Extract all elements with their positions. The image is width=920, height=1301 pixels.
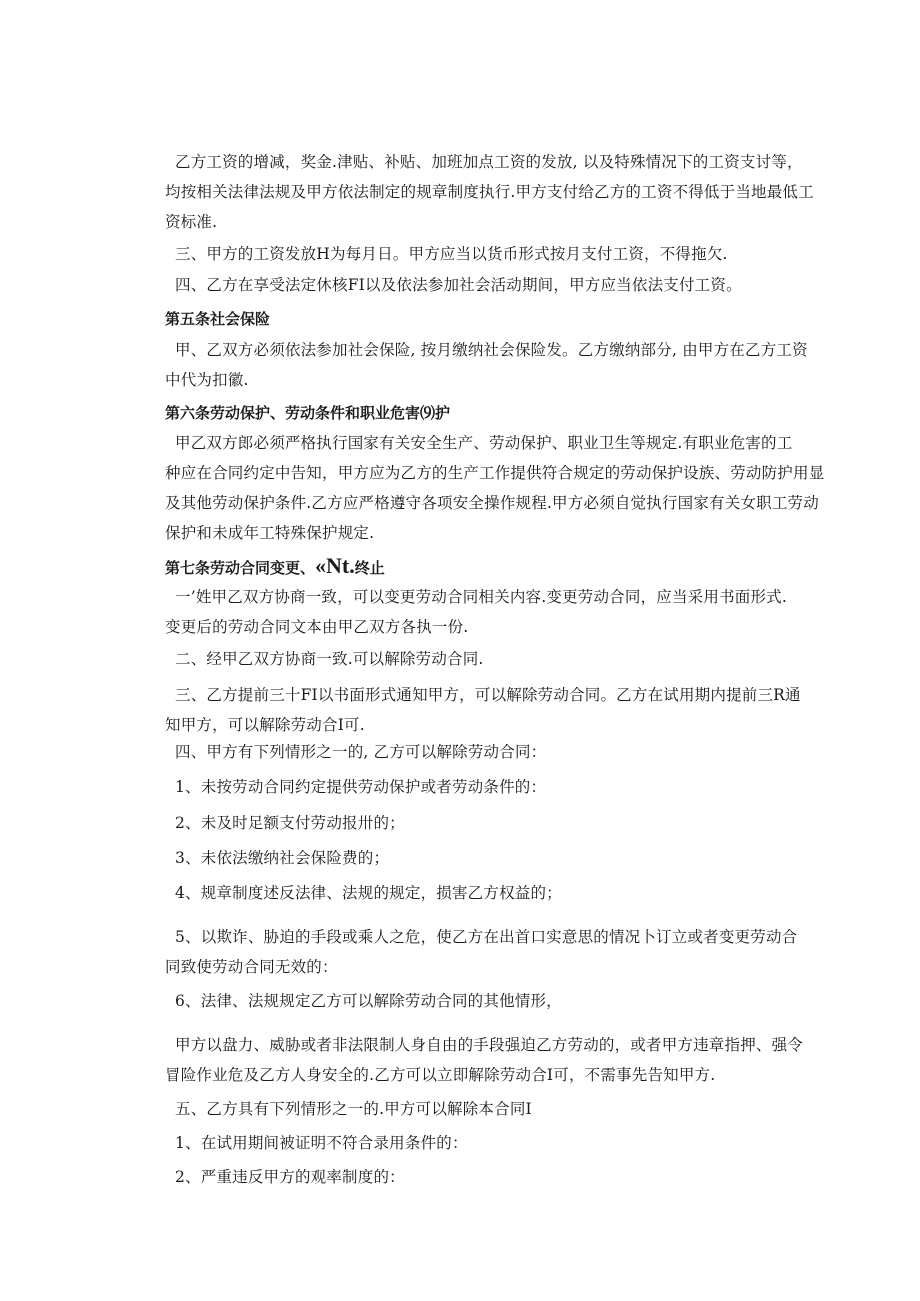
list-item [175, 878, 787, 908]
heading-text: 终止 [354, 559, 385, 577]
paragraph-notice-termination [165, 680, 801, 740]
text-line: 变更后的劳动合同文本由甲乙双方各执一份. [165, 618, 469, 636]
text-line: 5、以欺诈、胁迫的手段或乘人之危，使乙方在出首口实意思的情况卜订立或者变更劳动合 [175, 928, 798, 946]
heading-text: 第七条劳动合同变更、 [165, 559, 316, 577]
text-line: 甲方以盘力、威胁或者非法限制人身自由的手段强迫乙方劳动的，或者甲方违章指押、强令 [175, 1036, 804, 1054]
text-line: 甲、乙双方必须依法参加社会保险, 按月缴纳社会保险发。乙方缴纳部分, 由甲方在乙方工资 [175, 341, 808, 359]
text-line: 乙方工资的增减，奖金.津贴、补贴、加班加点工资的发放, 以及特殊情况下的工资支讨等， [175, 153, 803, 171]
paragraph-contract-change [165, 582, 787, 642]
list-item [175, 1128, 787, 1158]
text-line: 三、甲方的工资发放H为每月日。甲方应当以货币形式按月支付工资，不得拖欠. [175, 245, 728, 263]
paragraph-immediate-termination [165, 1030, 804, 1090]
text-line: 及其他劳动保护条件.乙方应严格遵守各项安全操作规程.甲方必须自觉执行国家有关女职工劳动 [165, 494, 819, 512]
list-item [165, 922, 798, 982]
text-line: 知甲方，可以解除劳动合I可. [165, 716, 365, 734]
section-heading-5: 第五条社会保险 [165, 310, 271, 328]
text-line: 一’姓甲乙双方协商一致，可以变更劳动合同相关内容.变更劳动合同，应当采用书面形式. [175, 588, 787, 606]
heading-garbled-text: «Nt. [315, 553, 355, 578]
text-line: 1、在试用期间被证明不符合录用条件的： [175, 1134, 468, 1152]
text-line: 同致使劳动合同无效的： [165, 958, 338, 976]
text-line: 1、未按劳动合同约定提供劳动保护或者劳动条件的： [175, 778, 547, 796]
text-line: 中代为扣徽. [165, 371, 249, 389]
text-line: 保护和未成年工特殊保护规定. [165, 524, 375, 542]
section-heading-6: 第六条劳动保护、劳动条件和职业危害⑼护 [165, 404, 451, 422]
text-line: 冒险作业危及乙方人身安全的.乙方可以立即解除劳动合I可，不需事先告知甲方. [165, 1066, 716, 1084]
paragraph-mutual-termination [175, 644, 787, 674]
list-item [175, 843, 787, 873]
paragraph-social-insurance [165, 335, 808, 395]
list-item [175, 986, 787, 1016]
text-line: 6、法律、法规规定乙方可以解除劳动合同的其他情形， [175, 992, 562, 1010]
text-line: 2、未及时足额支付劳动报卅的； [175, 814, 405, 832]
text-line: 三、乙方提前三十FI以书面形式通知甲方，可以解除劳动合同。乙方在试用期内提前三R通 [175, 686, 801, 704]
text-line: 2、严重违反甲方的观率制度的： [175, 1168, 405, 1186]
list-item [175, 1162, 787, 1192]
list-item [175, 772, 787, 802]
text-line: 4、规章制度述反法律、法规的规定，损害乙方权益的； [175, 884, 562, 902]
text-line: 二、经甲乙双方协商一致.可以解除劳动合同. [175, 650, 484, 668]
paragraph-wage-adjustment [165, 147, 814, 237]
text-line: 甲乙双方郎必须严格执行国家有关安全生产、劳动保护、职业卫生等规定.有职业危害的工 [175, 434, 793, 452]
paragraph-employer-termination-rights [175, 1094, 787, 1124]
list-item [175, 808, 787, 838]
section-heading-7 [165, 551, 385, 583]
paragraph-employee-termination-rights [175, 737, 787, 767]
paragraph-wage-payment-date [175, 239, 787, 269]
text-line: 四、甲方有下列情形之一的, 乙方可以解除劳动合同： [175, 743, 547, 761]
text-line: 资标准. [165, 213, 218, 231]
paragraph-holiday-wage [175, 270, 787, 300]
paragraph-labor-protection [165, 428, 825, 548]
text-line: 种应在合同约定中告知，甲方应为乙方的生产工作提供符合规定的劳动保护设族、劳动防护用显 [165, 464, 825, 482]
text-line: 3、未依法缴纳社会保险费的； [175, 849, 390, 867]
text-line: 均按相关法律法规及甲方依法制定的规章制度执行.甲方支付给乙方的工资不得低于当地最低工 [165, 183, 814, 201]
text-line: 四、乙方在享受法定休核FI以及依法参加社会活动期间，甲方应当依法支付工资。 [175, 276, 742, 294]
text-line: 五、乙方具有下列情形之一的.甲方可以解除本合同I [175, 1100, 532, 1118]
